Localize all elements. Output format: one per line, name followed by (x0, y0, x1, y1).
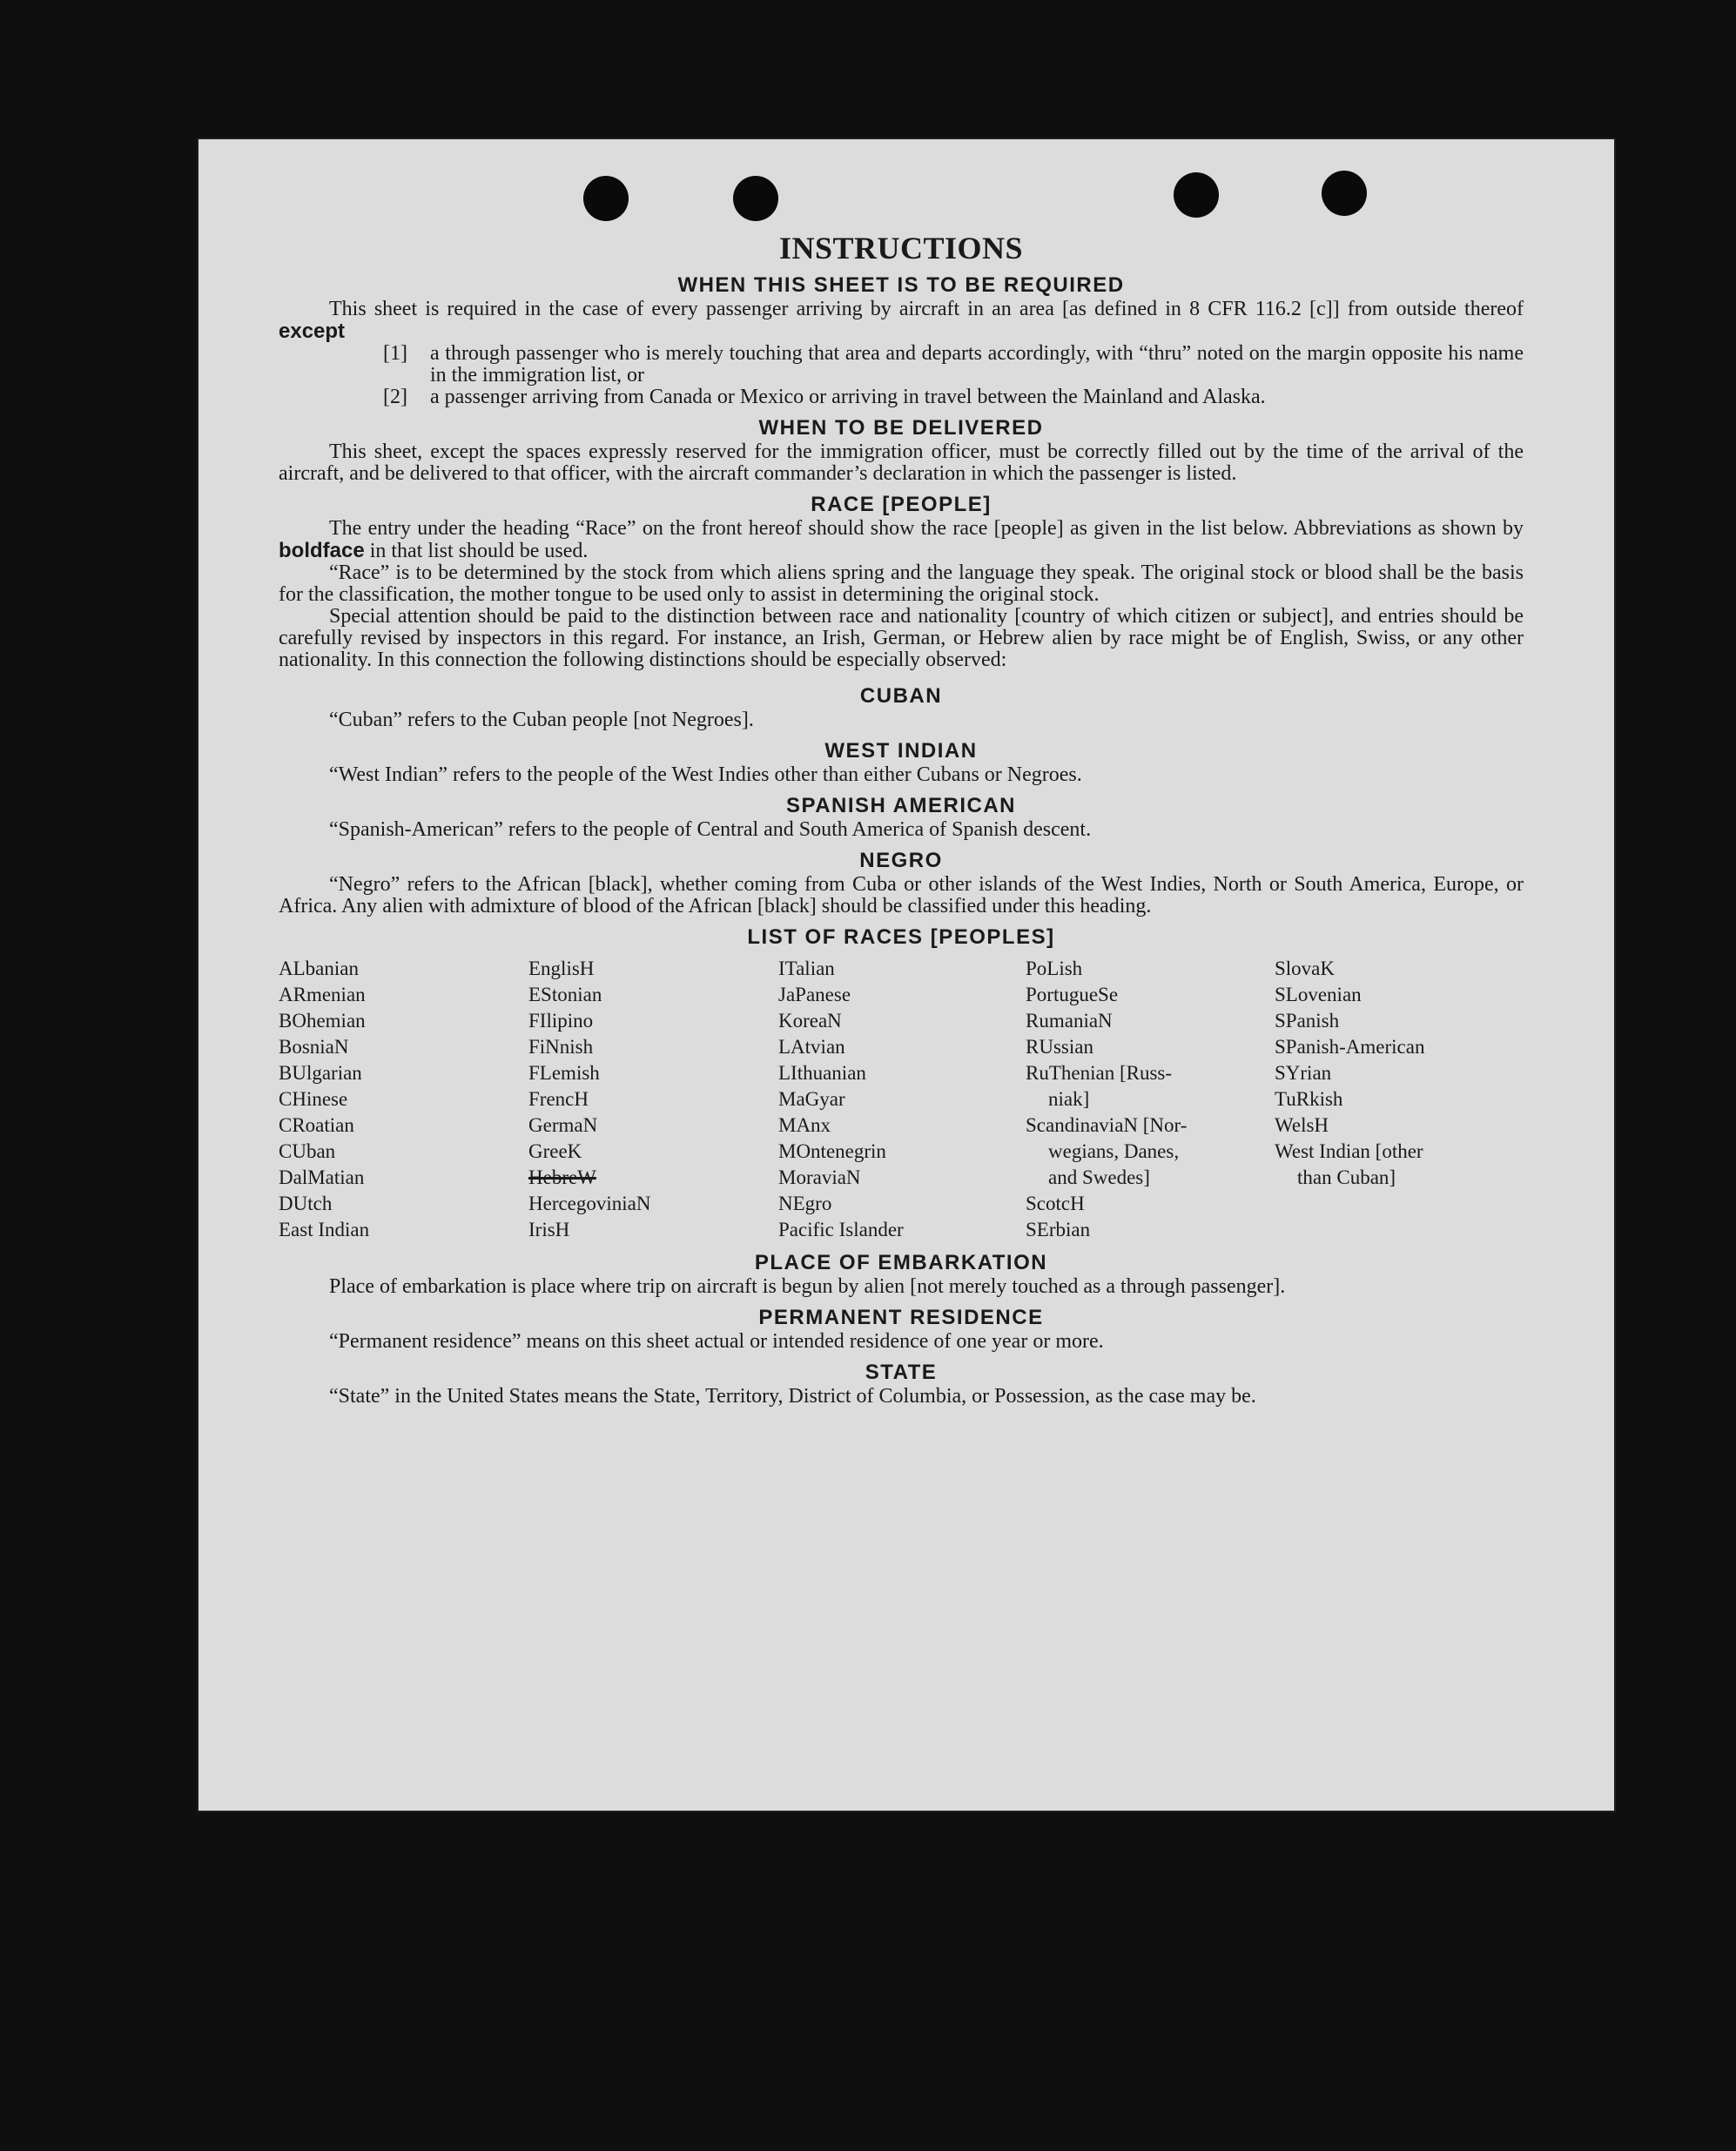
race-item: EnglisH (528, 958, 595, 979)
races-column-4 (1026, 956, 1275, 1243)
race-item: SlovaK (1275, 958, 1335, 979)
race-item: PoLish (1026, 958, 1083, 979)
race-item: MAnx (778, 1114, 831, 1136)
race-item: CUban (279, 1140, 336, 1162)
race-item: ARmenian (279, 984, 366, 1005)
race-item: CHinese (279, 1088, 348, 1110)
item-text: a passenger arriving from Canada or Mexico or arriving in travel between the Mainland and Alaska. (430, 386, 1266, 408)
race-item: GreeK (528, 1140, 582, 1162)
race-item: MOntenegrin (778, 1140, 886, 1162)
races-column-2 (528, 956, 778, 1243)
race-item: RumaniaN (1026, 1010, 1113, 1032)
punch-hole (733, 176, 778, 221)
heading-spanish-american: SPANISH AMERICAN (785, 794, 1016, 817)
delivered-text: This sheet, except the spaces expressly reserved for the immigration officer, must be correctly filled out by the time of the arrival of the aircraft, and be delivered to that officer, with the aircraft commander’s declaration in which the passenger is listed. (279, 440, 1524, 485)
required-intro (279, 299, 1524, 343)
cuban-text: “Cuban” refers to the Cuban people [not Negroes]. (329, 709, 754, 731)
race-item-struck: HebreW (528, 1166, 596, 1188)
race-item: FrencH (528, 1088, 589, 1110)
race-paragraph-2: “Race” is to be determined by the stock from which aliens spring and the language they speak. The original stock or blood shall be the basis for the classification, the mother tongue to be used only to assist in determining the original stock. (279, 561, 1524, 606)
race-item: ScandinaviaN [Nor- (1026, 1114, 1188, 1136)
race-item: MaGyar (778, 1088, 845, 1110)
race-item: East Indian (279, 1219, 370, 1240)
spanish-american-text: “Spanish-American” refers to the people of Central and South America of Spanish descent. (329, 818, 1092, 841)
race-item: DUtch (279, 1193, 333, 1214)
item-text: a through passenger who is merely touching that area and departs accordingly, with “thru” noted on the margin opposite his name in the immigration list, or (430, 342, 1524, 387)
race-item: SPanish (1275, 1010, 1340, 1032)
race-item: HercegoviniaN (528, 1193, 651, 1214)
race-item: BosniaN (279, 1036, 349, 1058)
heading-west-indian: WEST INDIAN (824, 739, 978, 763)
race-item: NEgro (778, 1193, 832, 1214)
race-item: SYrian (1275, 1062, 1332, 1084)
race-item: IrisH (528, 1219, 570, 1240)
punch-hole (1174, 172, 1219, 218)
instructions-body (279, 231, 1524, 1408)
races-column-5 (1275, 956, 1524, 1243)
race-item: ALbanian (279, 958, 359, 979)
heading-embarkation: PLACE OF EMBARKATION (754, 1251, 1048, 1274)
race-item: SPanish-American (1275, 1036, 1425, 1058)
race-paragraph-3: Special attention should be paid to the distinction between race and nationality [country of which citizen or subject], and entries should be carefully revised by inspectors in this regard. For instance, an Irish, German, or Hebrew alien by race might be of English, Swiss, or any other nationality. In this connection the following distinctions should be especially observed: (279, 605, 1524, 671)
race-item: ITalian (778, 958, 835, 979)
state-text: “State” in the United States means the State, Territory, District of Columbia, or Possession, as the case may be. (329, 1385, 1256, 1408)
race-item: GermaN (528, 1114, 598, 1136)
race-item-continuation: than Cuban] (1297, 1166, 1396, 1188)
race-item: MoraviaN (778, 1166, 861, 1188)
race-paragraph-1 (279, 518, 1524, 562)
item-number: [1] (383, 342, 407, 365)
race-item: BOhemian (279, 1010, 366, 1032)
race-item: CRoatian (279, 1114, 354, 1136)
race-item: TuRkish (1275, 1088, 1343, 1110)
race-item: EStonian (528, 984, 602, 1005)
heading-when-delivered: WHEN TO BE DELIVERED (758, 416, 1044, 440)
west-indian-text: “West Indian” refers to the people of the West Indies other than either Cubans or Negroes. (329, 763, 1082, 786)
race-item-continuation: wegians, Danes, (1048, 1140, 1180, 1162)
heading-permanent-residence: PERMANENT RESIDENCE (758, 1306, 1044, 1329)
race-item: DalMatian (279, 1166, 365, 1188)
race-item: PortugueSe (1026, 984, 1119, 1005)
race-item-continuation: niak] (1048, 1088, 1090, 1110)
heading-race: RACE [PEOPLE] (811, 493, 992, 516)
required-except: except (279, 319, 346, 343)
race-item: JaPanese (778, 984, 851, 1005)
race-item: KoreaN (778, 1010, 842, 1032)
race-item-continuation: and Swedes] (1048, 1166, 1150, 1188)
page-title: INSTRUCTIONS (778, 231, 1024, 266)
race-item: FiNnish (528, 1036, 594, 1058)
race-item: WelsH (1275, 1114, 1329, 1136)
item-number: [2] (383, 386, 407, 408)
document-page (198, 139, 1614, 1811)
race-p1-bold: boldface (279, 539, 365, 562)
race-item: SErbian (1026, 1219, 1091, 1240)
races-column-3 (778, 956, 1026, 1243)
race-item: FLemish (528, 1062, 600, 1084)
exception-item (383, 387, 1524, 408)
heading-state: STATE (865, 1361, 938, 1384)
race-item: LAtvian (778, 1036, 845, 1058)
race-item: RuThenian [Russ- (1026, 1062, 1173, 1084)
races-column-1 (279, 956, 528, 1243)
exception-item (383, 343, 1524, 387)
race-item: Pacific Islander (778, 1219, 904, 1240)
races-list (279, 956, 1524, 1243)
race-p1-end: in that list should be used. (369, 540, 589, 562)
race-item: West Indian [other (1275, 1140, 1423, 1162)
race-item: RUssian (1026, 1036, 1093, 1058)
race-item: FIlipino (528, 1010, 594, 1032)
embarkation-text: Place of embarkation is place where trip on aircraft is begun by alien [not merely touched as a through passenger]. (329, 1275, 1286, 1298)
race-item: BUlgarian (279, 1062, 362, 1084)
heading-negro: NEGRO (859, 849, 943, 872)
race-item: LIthuanian (778, 1062, 866, 1084)
heading-when-required: WHEN THIS SHEET IS TO BE REQUIRED (677, 273, 1125, 297)
race-item: SLovenian (1275, 984, 1362, 1005)
required-intro-text: This sheet is required in the case of every passenger arriving by aircraft in an area [as defined in 8 CFR 116.2 [c]] from outside thereof (329, 298, 1524, 320)
punch-hole (583, 176, 629, 221)
race-item: ScotcH (1026, 1193, 1085, 1214)
negro-text: “Negro” refers to the African [black], whether coming from Cuba or other islands of the West Indies, North or South America, Europe, or Africa. Any alien with admixture of blood of the African [black] should be classified under this heading. (279, 873, 1524, 918)
punch-hole (1322, 171, 1367, 216)
race-p1-text: The entry under the heading “Race” on the front hereof should show the race [people] as given in the list below. Abbreviations as shown by (329, 517, 1524, 540)
heading-cuban: CUBAN (859, 684, 943, 708)
residence-text: “Permanent residence” means on this sheet actual or intended residence of one year or more. (329, 1330, 1104, 1353)
heading-list-of-races: LIST OF RACES [PEOPLES] (747, 925, 1055, 949)
